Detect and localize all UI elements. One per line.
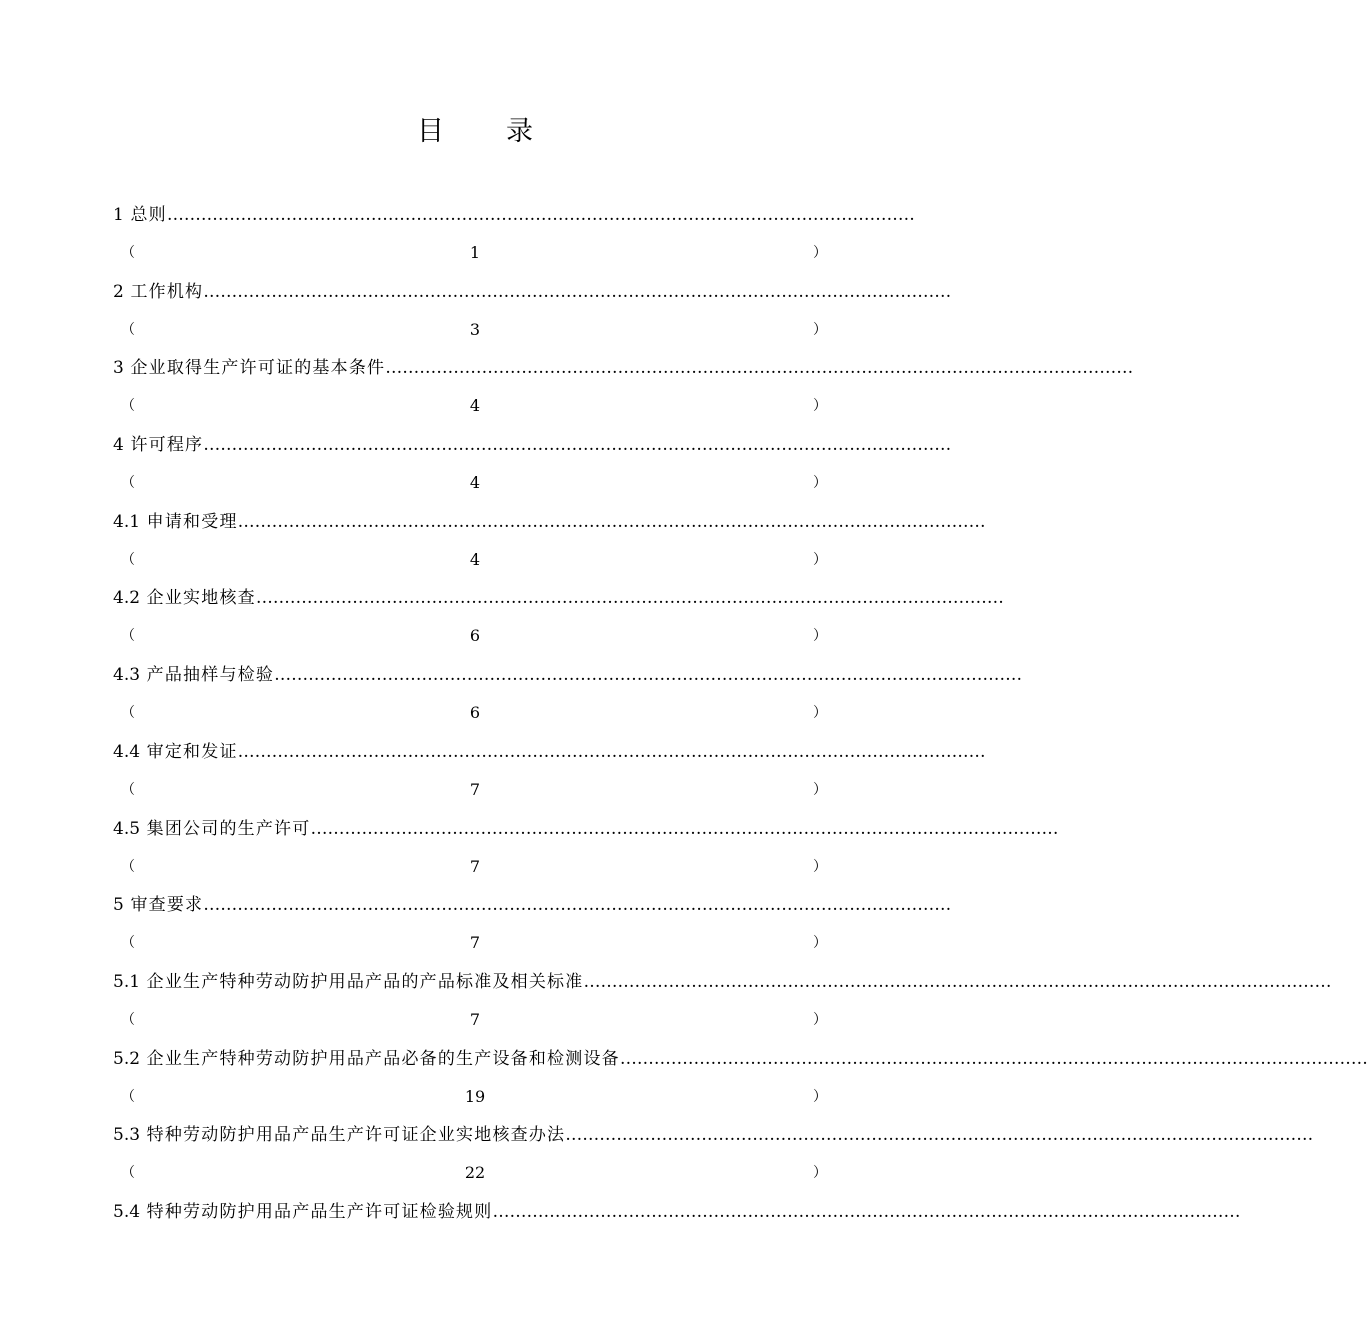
toc-page-number: 6 [469,626,481,646]
page-paren-close: ） [813,321,827,338]
toc-entry-label: 企业取得生产许可证的基本条件 [130,358,386,379]
toc-page-line [113,1001,835,1039]
toc-leader-dots: …………………………………………………………………………………………………………………… [166,205,915,225]
title-char-2: 录 [506,116,533,147]
toc-entry-number: 5.4 [113,1201,141,1222]
toc-page-number: 4 [469,473,481,493]
toc-entry-number: 4.3 [113,665,141,686]
page-paren-open: （ [121,858,135,875]
toc-entry [113,1116,1314,1193]
toc-page-line [113,1078,835,1116]
page-paren-close: ） [813,245,827,261]
toc-page-line [113,924,835,962]
toc-page-number: 7 [469,856,481,876]
toc-entry-title[interactable] [113,886,952,924]
toc-entry [113,733,986,810]
toc-entry-label: 许可程序 [130,435,204,456]
toc-leader-dots: …………………………………………………………………………………………………………………… [237,511,986,532]
toc-entry-label: 企业实地核查 [146,588,256,609]
toc-entry-title[interactable] [113,1193,1241,1231]
toc-page-line [113,694,835,732]
page-paren-open: （ [121,628,135,645]
page-paren-open: （ [121,1165,135,1182]
toc-entry-label: 申请和受理 [146,511,238,532]
page-paren-open: （ [121,321,135,338]
toc-entry [113,963,1332,1040]
toc-leader-dots: …………………………………………………………………………………………………………………… [619,1048,1368,1069]
page-paren-open: （ [121,551,135,568]
toc-leader-dots: …………………………………………………………………………………………………………………… [255,588,1004,609]
toc-page-line [113,617,835,655]
toc-leader-dots: …………………………………………………………………………………………………………………… [203,435,952,456]
toc-entry [113,349,1134,426]
toc-entry-title[interactable] [113,1116,1314,1154]
toc-entry-title[interactable] [113,426,952,464]
toc-page-number: 7 [469,779,481,799]
toc-entry [113,1040,1368,1117]
toc-page-number: 19 [464,1086,486,1106]
toc-entry [113,426,952,503]
page-paren-close: ） [813,475,827,492]
toc-page-number: 7 [469,933,481,953]
toc-entry-number: 5.1 [113,971,141,992]
toc-entry-title[interactable] [113,349,1134,387]
toc-page-line [113,387,835,425]
toc-page-number: 1 [469,243,481,262]
toc-entry-label: 工作机构 [130,281,204,302]
toc-leader-dots: …………………………………………………………………………………………………………………… [203,281,952,302]
toc-entry-label: 企业生产特种劳动防护用品产品的产品标准及相关标准 [146,971,584,992]
toc-page-number: 4 [469,549,481,569]
toc-entry-title[interactable] [113,810,1059,848]
toc-entry-title[interactable] [113,1040,1368,1078]
toc-entry-number: 4 [113,435,124,456]
toc-entry-label: 审查要求 [130,895,204,916]
toc-entry-label: 产品抽样与检验 [146,665,275,686]
page-paren-open: （ [121,705,135,722]
toc-entry-title[interactable] [113,579,1004,617]
toc-entry-label: 特种劳动防护用品产品生产许可证企业实地核查办法 [146,1125,566,1146]
page-paren-open: （ [121,935,135,952]
toc-page-line [113,848,835,886]
toc-entry [113,579,1004,656]
page-paren-close: ） [813,628,827,645]
toc-entry [113,1193,1241,1231]
toc-entry-title[interactable] [113,503,986,541]
toc-entry [113,273,952,350]
page-paren-open: （ [121,398,135,415]
toc-page-number: 3 [469,319,481,339]
page-paren-close: ） [813,1088,827,1105]
page-paren-close: ） [813,781,827,798]
toc-entry [113,196,915,273]
page-paren-close: ） [813,858,827,875]
toc-leader-dots: …………………………………………………………………………………………………………………… [203,895,952,916]
page-paren-close: ） [813,1165,827,1182]
toc-page-number: 22 [464,1163,486,1183]
page-paren-close: ） [813,551,827,568]
toc-entry-title[interactable] [113,733,986,771]
toc-entry-title[interactable] [113,963,1332,1001]
toc-leader-dots: …………………………………………………………………………………………………………………… [274,665,1023,686]
toc-leader-dots: …………………………………………………………………………………………………………………… [583,971,1332,992]
toc-leader-dots: …………………………………………………………………………………………………………………… [310,818,1059,839]
page-title [0,112,950,152]
toc-leader-dots: …………………………………………………………………………………………………………………… [565,1125,1314,1146]
toc-entry-number: 4.2 [113,588,141,609]
toc-page-line [113,1154,835,1192]
toc-leader-dots: …………………………………………………………………………………………………………………… [237,741,986,762]
page-paren-close: ） [813,705,827,722]
toc-page-number: 4 [469,396,481,416]
toc-entry-number: 1 [113,205,124,225]
toc-entry-title[interactable] [113,656,1023,694]
toc-page-number: 6 [469,703,481,723]
toc-entry-number: 5.3 [113,1125,141,1146]
toc-entry-title[interactable] [113,196,915,234]
toc-entry-label: 特种劳动防护用品产品生产许可证检验规则 [146,1201,493,1222]
page-paren-close: ） [813,398,827,415]
toc-entry [113,810,1059,887]
toc-page-line [113,464,835,502]
page-paren-open: （ [121,781,135,798]
toc-entry [113,656,1023,733]
toc-page-line [113,311,835,349]
toc-entry-number: 5 [113,895,124,916]
toc-entry [113,503,986,580]
page-paren-open: （ [121,475,135,492]
toc-entry-label: 企业生产特种劳动防护用品产品必备的生产设备和检测设备 [146,1048,620,1069]
toc-entry-title[interactable] [113,273,952,311]
toc-page-line [113,771,835,809]
toc-page-number: 7 [469,1009,481,1029]
toc-page-line [113,234,835,272]
toc-page-line [113,541,835,579]
title-char-1: 目 [417,116,444,147]
toc-entry-number: 5.2 [113,1048,141,1069]
toc-entry-number: 4.1 [113,511,141,532]
page-paren-open: （ [121,1011,135,1028]
toc-entry-number: 4.5 [113,818,141,839]
toc-entry-label: 总则 [130,205,167,225]
page-paren-close: ） [813,1011,827,1028]
page-paren-open: （ [121,1088,135,1105]
toc-entry-number: 2 [113,281,124,302]
toc-entry-label: 集团公司的生产许可 [146,818,311,839]
toc-entry-number: 3 [113,358,124,379]
toc-leader-dots: …………………………………………………………………………………………………………………… [492,1201,1241,1222]
toc-entry-label: 审定和发证 [146,741,238,762]
toc-entry [113,886,952,963]
table-of-contents [113,196,1368,1231]
toc-entry-number: 4.4 [113,741,141,762]
page-paren-close: ） [813,935,827,952]
toc-leader-dots: …………………………………………………………………………………………………………………… [385,358,1134,379]
page-paren-open: （ [121,245,135,261]
